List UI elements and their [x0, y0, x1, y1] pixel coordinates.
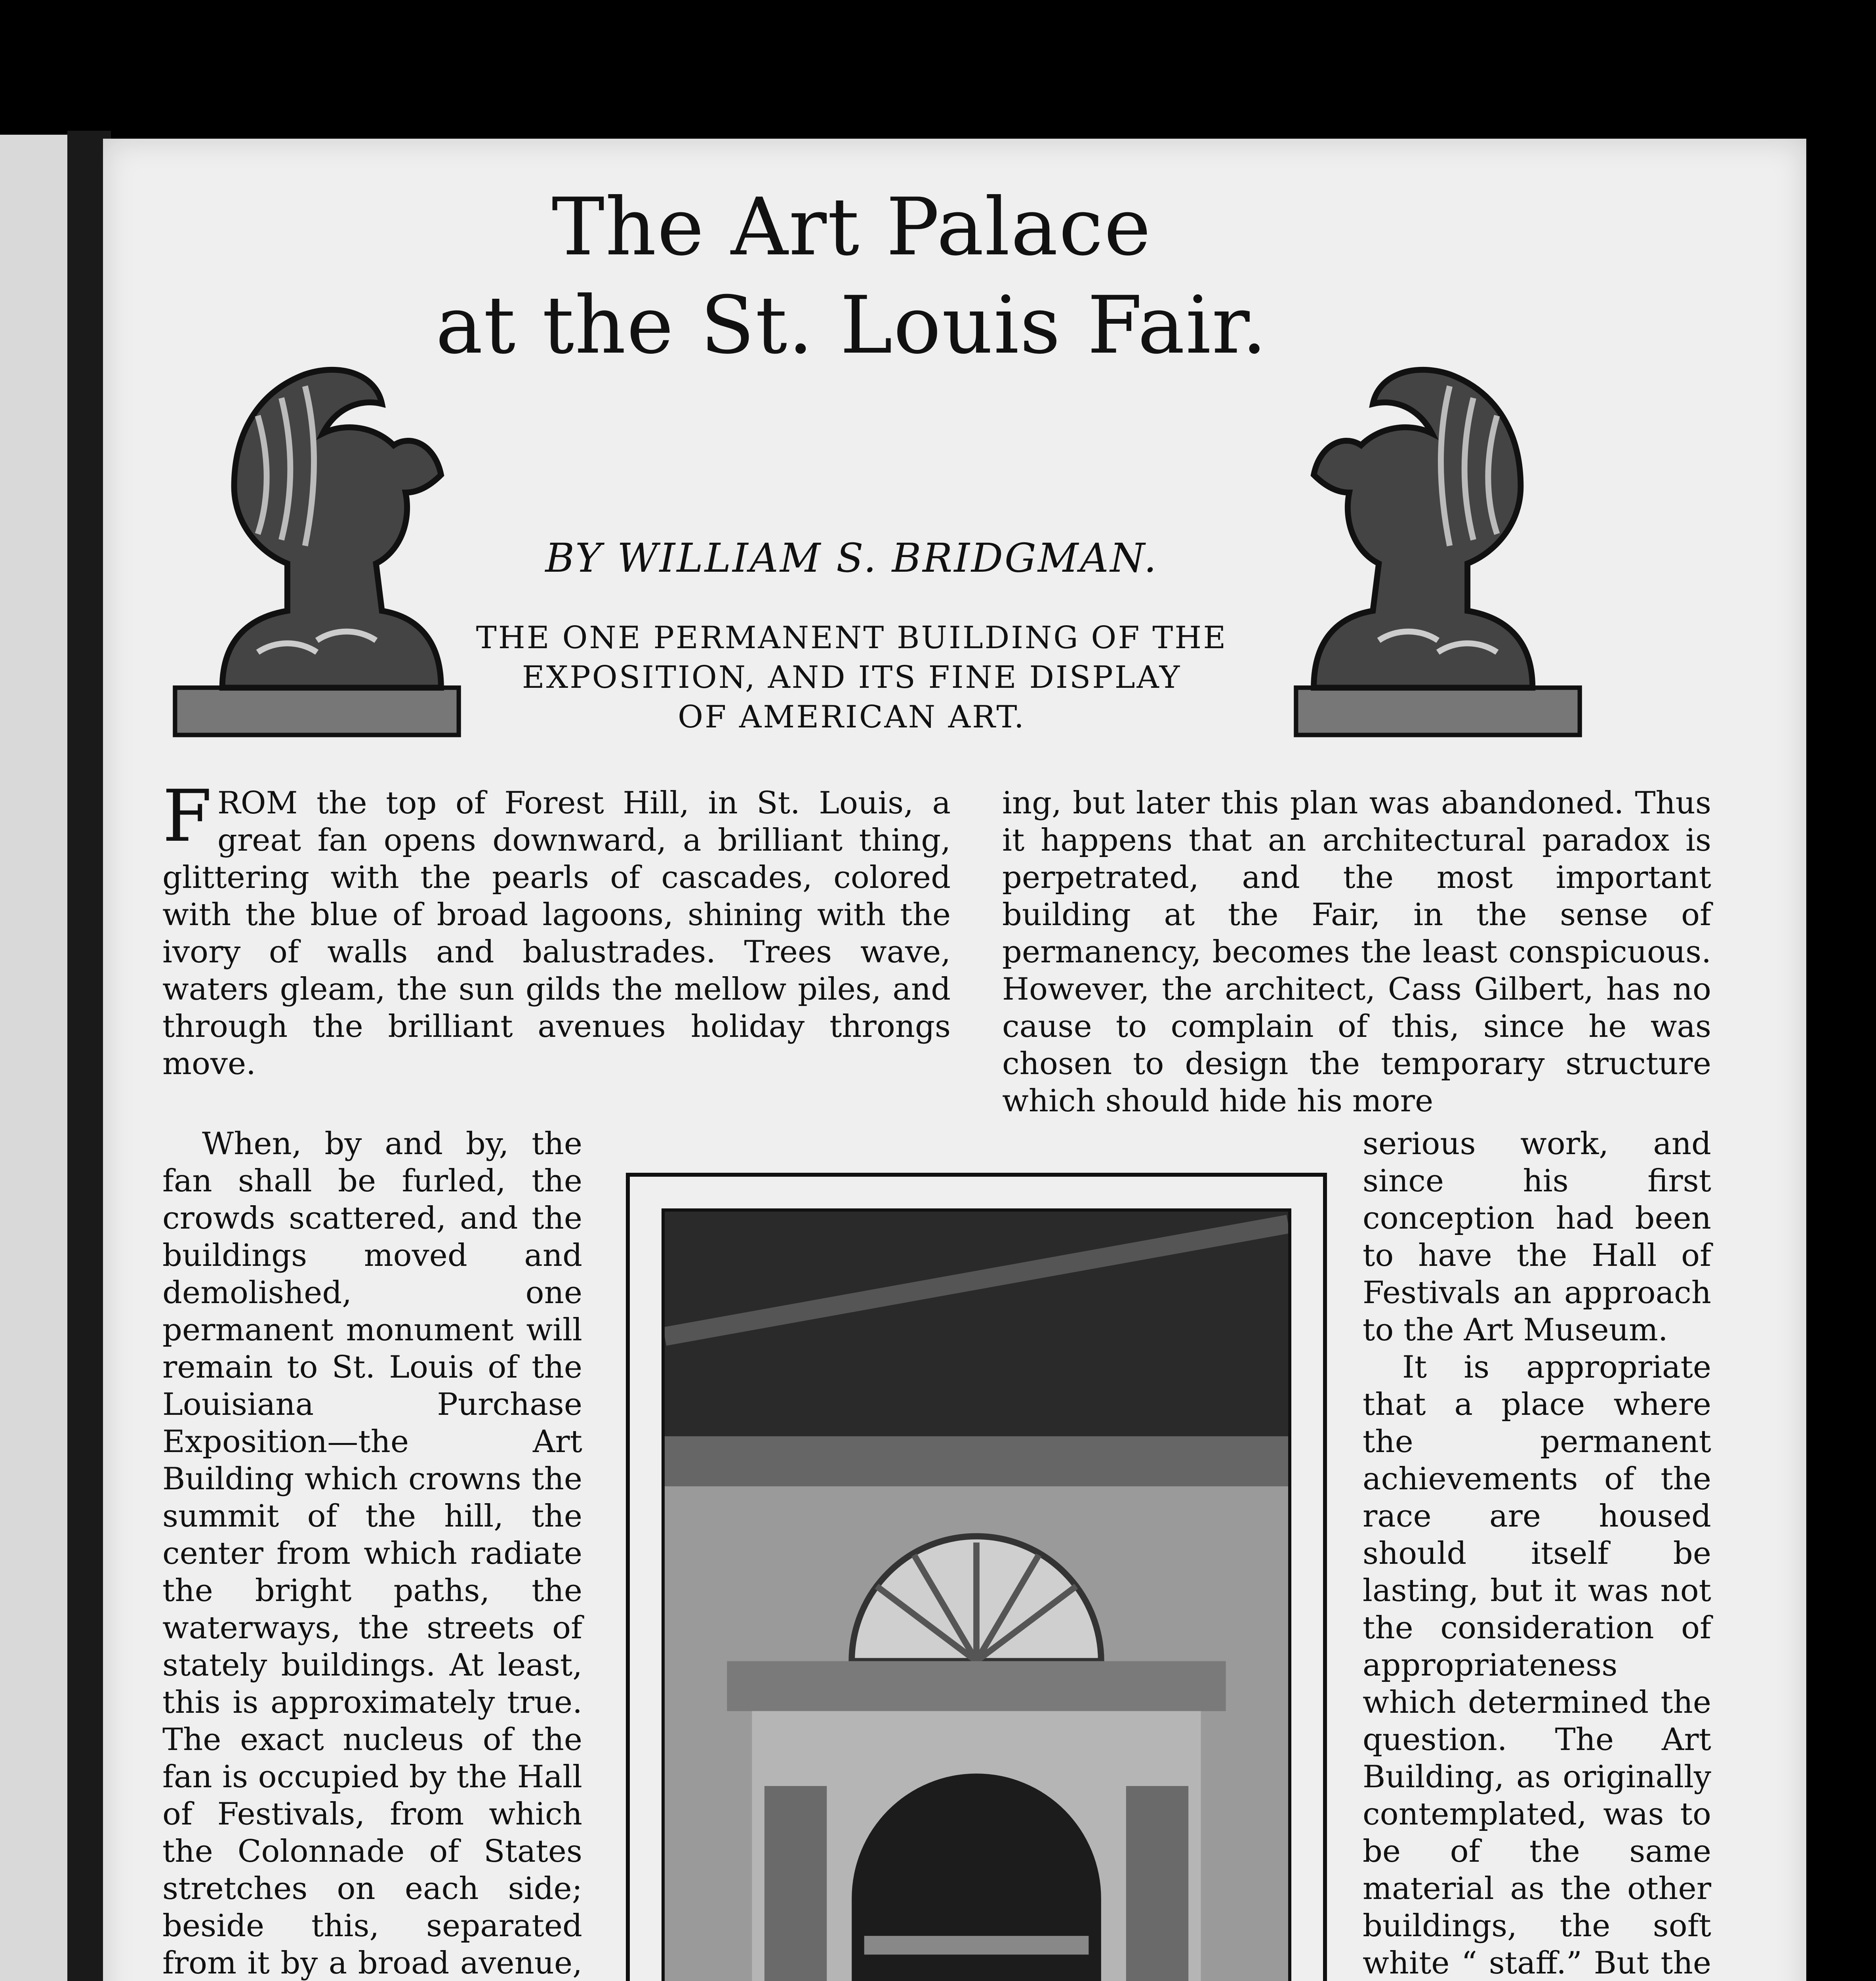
byline: BY WILLIAM S. BRIDGMAN.	[545, 535, 1158, 581]
subtitle-line-2: EXPOSITION, AND ITS FINE DISPLAY	[522, 660, 1182, 695]
facing-page-edge	[0, 135, 67, 1981]
column-top-left	[162, 775, 951, 1082]
article-subtitle	[475, 618, 1228, 737]
photo-frame	[626, 1173, 1327, 1981]
paragraph-4: ing, but later this plan was abandoned. Thus it happens that an architectural paradox is perpetrated, and the most important building at the Fair, in the sense of permanency, becomes the least conspicuous. However, the architect, Cass Gilbert, has no cause to complain of this, since he was chosen to design the temporary structure which should hide his more	[1002, 785, 1711, 1119]
paragraph-1: FROM the top of Forest Hill, in St. Louis, a great fan opens downward, a brilliant thing, glittering with the pearls of cascades, colored with the blue of broad lagoons, shining with the ivory of walls and balustrades. Trees wave, waters gleam, the sun gilds the mellow piles, and through the brilliant avenues holiday throngs move.	[162, 775, 951, 1082]
column-narrow-right	[1363, 1125, 1711, 1981]
subtitle-line-3: OF AMERICAN ART.	[678, 699, 1026, 735]
griffin-statue-right-icon	[1287, 357, 1588, 741]
paragraph-6: It is appropriate that a place where the permanent achievements of the race are housed should itself be lasting, but it was not the consideration of appropriateness which determined the question. The Art Building, as originally contemplated, was to be of the same material as the other buildings, the soft white “ staff.” But the	[1363, 1349, 1711, 1981]
title-line-1: The Art Palace	[551, 181, 1152, 273]
subtitle-line-1: THE ONE PERMANENT BUILDING OF THE	[476, 620, 1228, 656]
doorway-illustration	[665, 1212, 1288, 1981]
column-top-right	[1002, 784, 1711, 1120]
column-narrow-left	[162, 1125, 582, 1981]
title-line-2: at the St. Louis Fair.	[435, 279, 1268, 372]
doorway-photograph	[662, 1208, 1291, 1981]
paragraph-2: When, by and by, the fan shall be furled, the crowds scattered, and the buildings moved and demolished, one permanent monument will remain to St. Louis of the Louisiana Purchase Exposition—the Art Building which crowns the summit of the hill, the center from which radiate the bright paths, the waterways, the streets of stately buildings. At least, this is approximately true. The exact nucleus of the fan is occupied by the Hall of Festivals, from which the Colonnade of States stretches on each side; beside this, separated from it by a broad avenue,	[162, 1126, 582, 1981]
article-title	[396, 178, 1307, 375]
drop-cap: F	[162, 775, 212, 858]
paragraph-5: serious work, and since his first conception had been to have the Hall of Festivals an approach to the Art Museum.	[1363, 1126, 1711, 1348]
